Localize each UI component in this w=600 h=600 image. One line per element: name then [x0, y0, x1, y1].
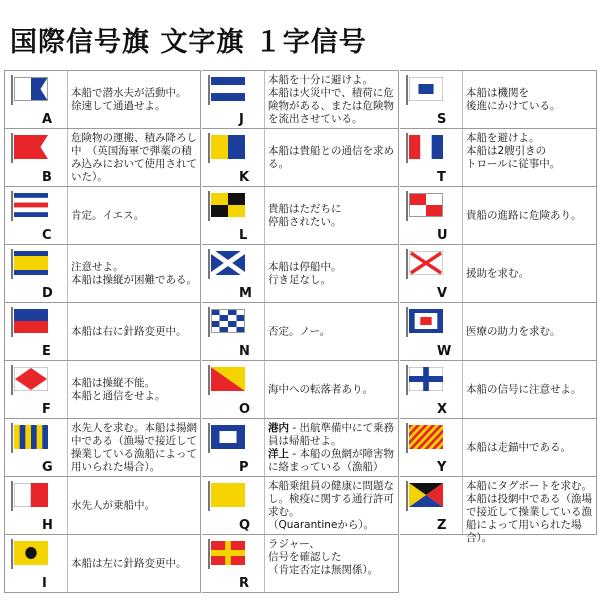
flag-image-p — [202, 419, 265, 476]
flag-cell-e — [4, 303, 201, 361]
flag-p-icon — [211, 425, 245, 449]
flag-meaning — [268, 422, 396, 474]
flag-f-icon — [14, 367, 48, 391]
flag-cell-j — [202, 70, 399, 129]
flag-m-icon — [211, 251, 245, 275]
flag-letter: W — [437, 344, 452, 359]
flag-l-icon — [211, 193, 245, 217]
flag-image-y — [400, 419, 463, 476]
meaning-context: 港内 — [268, 422, 289, 434]
flag-cell-q — [202, 477, 399, 535]
flagpole — [208, 133, 210, 163]
flagpole — [208, 307, 210, 337]
flag-j-icon — [211, 77, 245, 101]
flag-c-icon — [14, 193, 48, 217]
flagpole — [406, 307, 408, 337]
flag-cell-c — [4, 187, 201, 245]
flag-letter: M — [239, 286, 252, 301]
flag-cell-k — [202, 129, 399, 187]
flag-cell-x — [400, 361, 597, 419]
flag-cell-u — [400, 187, 597, 245]
flag-image-l — [202, 187, 265, 244]
flag-image-n — [202, 303, 265, 360]
flag-image-b — [5, 129, 68, 186]
flag-image-r — [202, 535, 265, 592]
flag-u-icon — [409, 193, 443, 217]
flag-image-x — [400, 361, 463, 418]
flag-cell-r — [202, 535, 399, 593]
flag-image-s — [400, 71, 463, 128]
flag-letter: C — [42, 228, 52, 243]
flag-r-icon — [211, 541, 245, 565]
flag-letter: Z — [437, 518, 447, 533]
flag-cell-o — [202, 361, 399, 419]
flag-meaning: 注意せよ。 本船は操縦が困難である。 — [71, 260, 197, 286]
flag-meaning: 本船は停船中。 行き足なし。 — [268, 260, 342, 286]
flag-z-icon — [409, 483, 443, 507]
flag-q-icon — [211, 483, 245, 507]
flag-meaning: 海中への転落者あり。 — [268, 383, 373, 395]
flag-meaning: 危険物の運搬、積み降ろし中 （英国海軍で弾薬の積み込みにおいて使用されていた）。 — [71, 131, 197, 183]
flag-w-icon — [409, 309, 443, 333]
flag-meaning: 本船は左に針路変更中。 — [71, 557, 187, 569]
flag-letter: O — [239, 402, 251, 417]
meaning-context: 洋上 — [268, 448, 289, 460]
flag-cell-h — [4, 477, 201, 535]
flag-meaning: 本船を避けよ。 本船は2艘引きの トロールに従事中。 — [466, 132, 561, 170]
flagpole — [406, 133, 408, 163]
flag-cell-l — [202, 187, 399, 245]
flag-meaning: ラジャー、 信号を確認した （肯定否定は無関係）。 — [268, 538, 379, 576]
flag-image-z — [400, 477, 463, 534]
flag-b-icon — [14, 135, 48, 159]
flag-cell-w — [400, 303, 597, 361]
flag-letter: K — [239, 170, 250, 185]
flag-s-icon — [409, 77, 443, 101]
flagpole — [406, 75, 408, 105]
flag-image-h — [5, 477, 68, 534]
flag-h-icon — [14, 483, 48, 507]
flag-letter: X — [437, 402, 448, 417]
flag-letter: H — [42, 518, 53, 533]
flag-meaning: 本船を十分に避けよ。 本船は火災中で、積荷に危険物がある、または危険物を流出させている。 — [268, 74, 394, 125]
flag-cell-i — [4, 535, 201, 593]
flag-image-j — [202, 71, 265, 128]
flag-cell-m — [202, 245, 399, 303]
flag-v-icon — [409, 251, 443, 275]
flag-image-u — [400, 187, 463, 244]
flag-meaning: 本船で潜水夫が活動中。 徐速して通過せよ。 — [71, 86, 187, 112]
flag-letter: Y — [437, 460, 447, 475]
flag-meaning: 肯定。イエス。 — [71, 209, 145, 221]
flag-letter: I — [42, 576, 47, 591]
flag-letter: J — [239, 112, 244, 127]
flag-meaning: 水先人を求む。本船は揚網中である（漁場で接近して操業している漁船によって用いられた場合）。 — [71, 422, 197, 473]
flag-image-k — [202, 129, 265, 186]
flag-cell-t — [400, 129, 597, 187]
flagpole — [11, 365, 13, 395]
flag-cell-s — [400, 70, 597, 129]
flag-image-c — [5, 187, 68, 244]
flagpole — [406, 481, 408, 511]
flag-letter: U — [437, 228, 448, 243]
flag-meaning: 本船は貴船との通信を求める。 — [268, 144, 394, 170]
flagpole — [208, 539, 210, 569]
flag-column-j-r — [202, 70, 399, 593]
flagpole — [208, 423, 210, 453]
flag-o-icon — [211, 367, 245, 391]
flag-meaning: 本船は走錨中である。 — [466, 441, 571, 453]
flag-cell-a — [4, 70, 201, 129]
flag-n-icon — [211, 309, 245, 333]
flag-letter: B — [42, 170, 52, 185]
flag-image-i — [5, 535, 68, 592]
meaning-text: - 出航準備中にて乗務員は帰船せよ。 — [268, 422, 394, 447]
flag-cell-n — [202, 303, 399, 361]
flag-letter: N — [239, 344, 250, 359]
flag-letter: F — [42, 402, 51, 417]
flag-image-a — [5, 71, 68, 128]
flag-column-a-i — [4, 70, 201, 593]
flag-meaning: 本船は操縦不能。 本船と通信をせよ。 — [71, 376, 166, 402]
flagpole — [208, 191, 210, 221]
flagpole — [11, 191, 13, 221]
flag-g-icon — [14, 425, 48, 449]
flag-cell-d — [4, 245, 201, 303]
flag-meaning: 水先人が乗船中。 — [71, 499, 155, 511]
flag-cell-p — [202, 419, 399, 477]
flagpole — [11, 307, 13, 337]
flag-image-v — [400, 245, 463, 302]
flag-d-icon — [14, 251, 48, 275]
flagpole — [11, 423, 13, 453]
flag-column-s-z — [400, 70, 597, 544]
flag-meaning: 本船乗組員の健康に問題なし。検疫に関する通行許可求む。 （Quarantineから）。 — [268, 480, 394, 531]
flag-image-m — [202, 245, 265, 302]
flag-t-icon — [409, 135, 443, 159]
flagpole — [11, 539, 13, 569]
flag-meaning: 否定。ノー。 — [268, 325, 331, 337]
flag-x-icon — [409, 367, 443, 391]
flagpole — [208, 365, 210, 395]
flag-letter: L — [239, 228, 248, 243]
flag-cell-f — [4, 361, 201, 419]
flagpole — [208, 249, 210, 279]
meaning-text: - 本船の魚網が障害物に絡まっている（漁船） — [268, 448, 394, 473]
flag-letter: P — [239, 460, 249, 475]
flag-letter: S — [437, 112, 447, 127]
flag-y-icon — [409, 425, 443, 449]
flagpole — [11, 133, 13, 163]
flag-cell-y — [400, 419, 597, 477]
flag-meaning: 援助を求む。 — [466, 267, 529, 279]
flag-meaning: 貴船はただちに 停船されたい。 — [268, 202, 342, 228]
flag-image-w — [400, 303, 463, 360]
flag-letter: A — [42, 112, 53, 127]
flagpole — [406, 249, 408, 279]
flagpole — [406, 191, 408, 221]
flag-cell-g — [4, 419, 201, 477]
flag-image-o — [202, 361, 265, 418]
flag-image-f — [5, 361, 68, 418]
flag-letter: E — [42, 344, 51, 359]
flag-k-icon — [211, 135, 245, 159]
flagpole — [208, 481, 210, 511]
flag-meaning: 本船は機関を 後進にかけている。 — [466, 86, 561, 112]
flag-letter: G — [42, 460, 53, 475]
flag-meaning: 本船にタグボートを求む。本船は投網中である（漁場で接近して操業している漁船によって用いられた場合）。 — [466, 480, 592, 544]
flag-image-t — [400, 129, 463, 186]
flagpole — [406, 423, 408, 453]
flag-cell-z — [400, 477, 597, 544]
flagpole — [11, 481, 13, 511]
flag-image-d — [5, 245, 68, 302]
flag-cell-b — [4, 129, 201, 187]
flag-letter: R — [239, 576, 250, 591]
flag-image-g — [5, 419, 68, 476]
flagpole — [11, 249, 13, 279]
page-title: 国際信号旗 文字旗 １字信号 — [10, 27, 367, 58]
flag-image-e — [5, 303, 68, 360]
flag-meaning: 本船は右に針路変更中。 — [71, 325, 187, 337]
flag-letter: Q — [239, 518, 251, 533]
flag-e-icon — [14, 309, 48, 333]
flag-a-icon — [14, 77, 48, 101]
flag-letter: V — [437, 286, 448, 301]
flag-meaning: 本船の信号に注意せよ。 — [466, 383, 582, 395]
flagpole — [208, 75, 210, 105]
flagpole — [406, 365, 408, 395]
flag-letter: T — [437, 170, 446, 185]
flag-i-icon — [14, 541, 48, 565]
flag-cell-v — [400, 245, 597, 303]
flag-image-q — [202, 477, 265, 534]
flagpole — [11, 75, 13, 105]
flag-meaning: 医療の助力を求む。 — [466, 325, 561, 337]
flag-letter: D — [42, 286, 53, 301]
flag-meaning: 貴船の進路に危険あり。 — [466, 209, 582, 221]
